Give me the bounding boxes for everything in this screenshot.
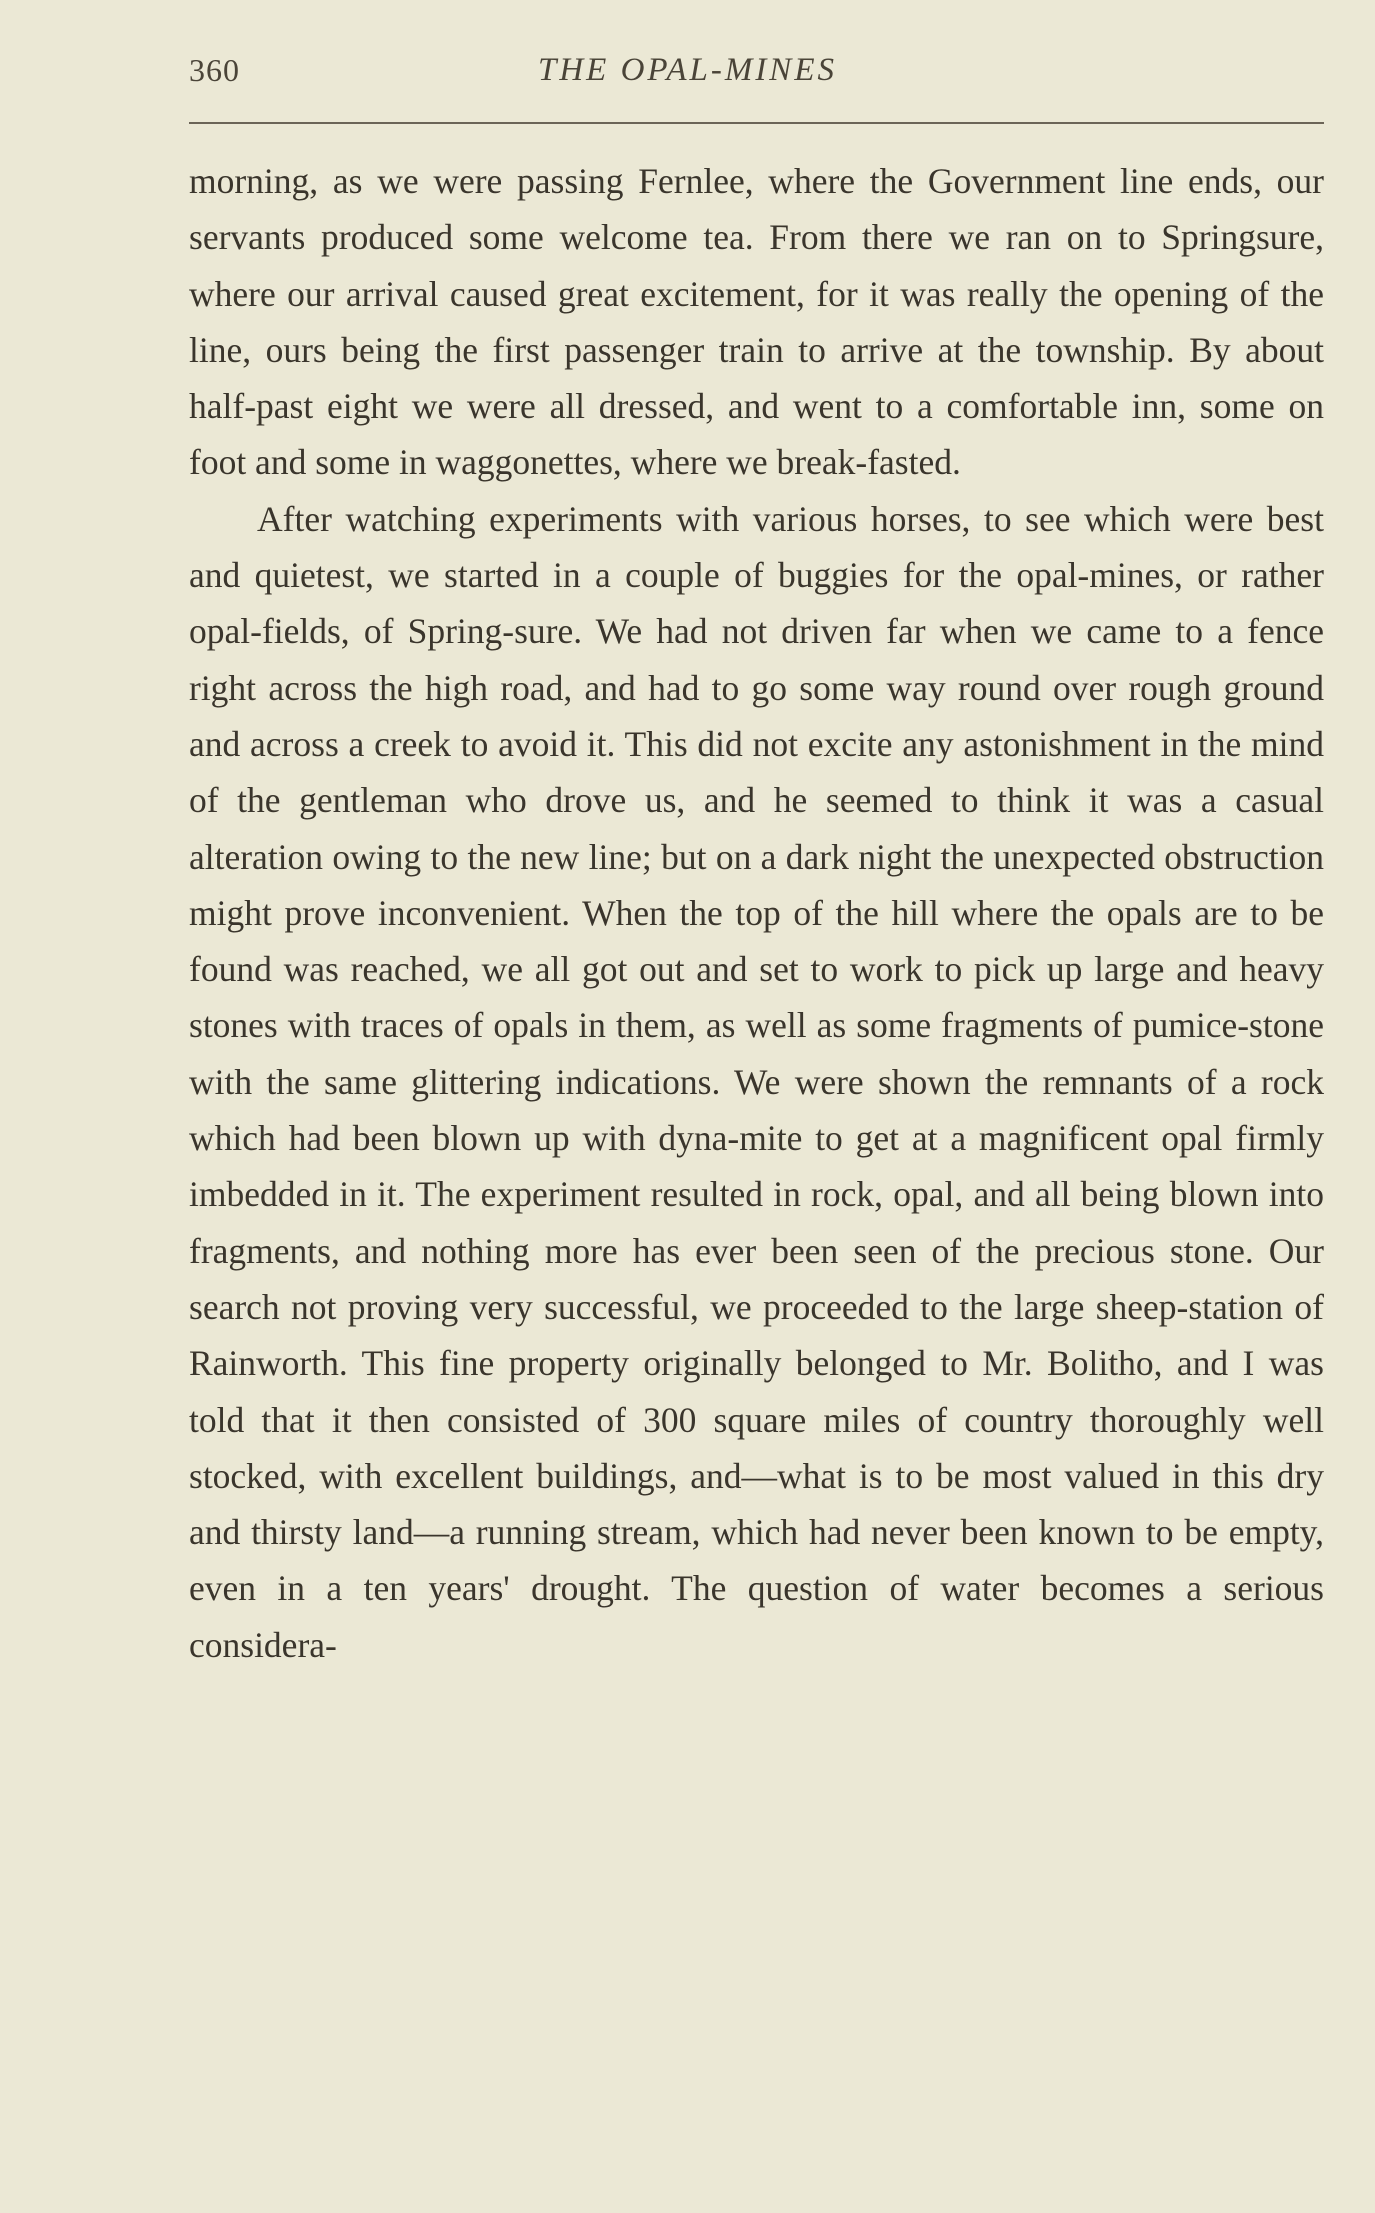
paragraph: After watching experiments with various horses, to see which were best and quietest, we started in a couple of buggies for the opal-mines, or rather opal-fields, of Spring-sure. We had not driven far when we came to a fence right across the high road, and had to go some way round over rough ground and across a creek to avoid it. This did not excite any astonishment in the mind of the gentleman who drove us, and he seemed to think it was a casual alteration owing to the new line; but on a dark night the unexpected obstruction might prove inconvenient. When the top of the hill where the opals are to be found was reached, we all got out and set to work to pick up large and heavy stones with traces of opals in them, as well as some fragments of pumice-stone with the same glittering indications. We were shown the remnants of a rock which had been blown up with dyna-mite to get at a magnificent opal firmly imbedded in it. The experiment resulted in rock, opal, and all being blown into fragments, and nothing more has ever been seen of the precious stone. Our search not proving very successful, we proceeded to the large sheep-station of Rainworth. This fine property originally belonged to Mr. Bolitho, and I was told that it then consisted of 300 square miles of country thoroughly well stocked, with excellent buildings, and—what is to be most valued in this dry and thirsty land—a running stream, which had never been known to be empty, even in a ten years' drought. The question of water becomes a serious considera- (189, 498, 1324, 1665)
page-number: 360 (189, 52, 240, 88)
header-rule (189, 122, 1324, 124)
running-title: THE OPAL-MINES (538, 52, 837, 88)
paragraph-continued: morning, as we were passing Fernlee, where the Government line ends, our servants produced some welcome tea. From there we ran on to Springsure, where our arrival caused great excitement, for it was really the opening of the line, ours being the first passenger train to arrive at the township. By about half-past eight we were all dressed, and went to a comfortable inn, some on foot and some in waggonettes, where we break-fasted. (189, 161, 1324, 483)
body-text (189, 153, 1324, 1673)
